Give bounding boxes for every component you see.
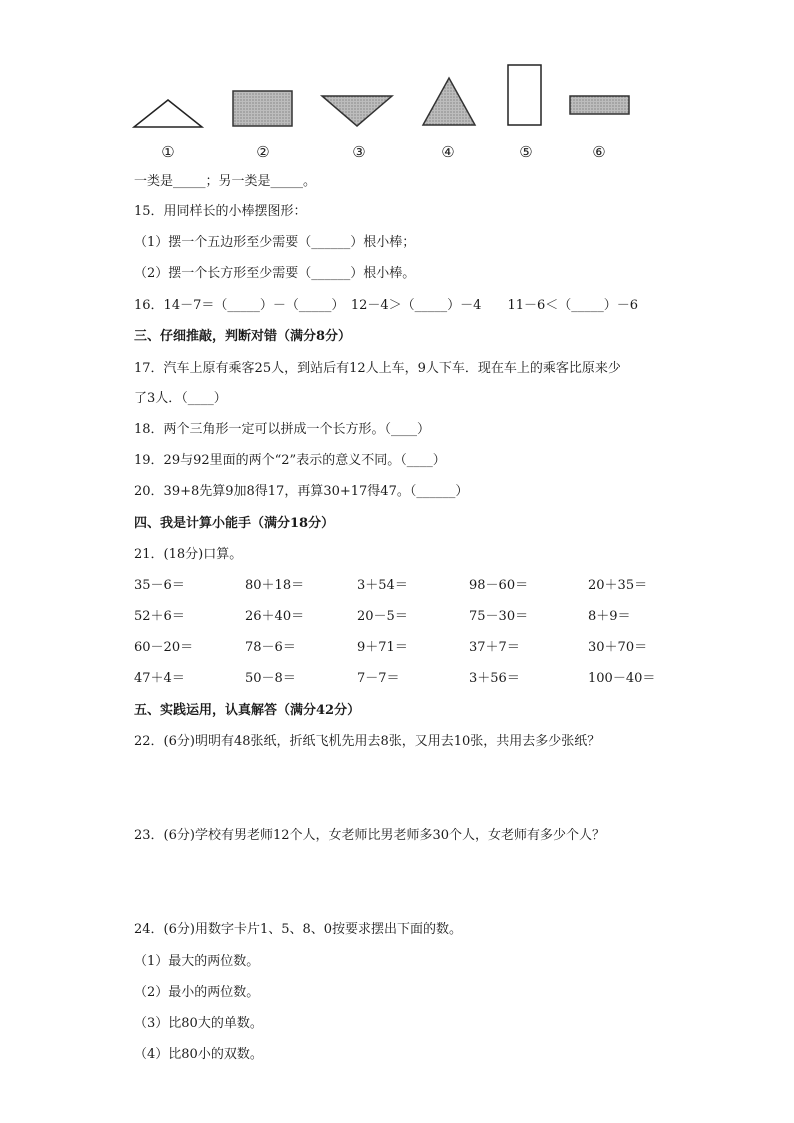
q14-answer-line: 一类是_____；另一类是_____。 — [134, 174, 317, 189]
shape-label-1: ① — [161, 143, 175, 161]
shapes-figure — [0, 0, 794, 170]
calc-r3-c5: 30＋70＝ — [588, 640, 648, 655]
calc-r2-c3: 20－5＝ — [357, 609, 408, 624]
calc-r4-c5: 100－40＝ — [588, 671, 656, 686]
q24-part-4: （4）比80小的双数。 — [134, 1047, 263, 1062]
calc-r4-c3: 7－7＝ — [357, 671, 400, 686]
calc-r2-c4: 75－30＝ — [469, 609, 529, 624]
q21: 21．(18分)口算。 — [134, 547, 243, 562]
q24: 24．(6分)用数字卡片1、5、8、0按要求摆出下面的数。 — [134, 922, 463, 937]
section-4-title: 四、我是计算小能手（满分18分） — [134, 516, 335, 531]
shape-label-2: ② — [256, 143, 270, 161]
calc-r2-c2: 26＋40＝ — [245, 609, 305, 624]
shape-5-tall-rectangle — [508, 65, 541, 125]
calc-r2-c5: 8＋9＝ — [588, 609, 631, 624]
calc-r1-c3: 3＋54＝ — [357, 578, 408, 593]
calc-r3-c1: 60－20＝ — [134, 640, 194, 655]
calc-r3-c2: 78－6＝ — [245, 640, 296, 655]
q24-part-3: （3）比80大的单数。 — [134, 1016, 263, 1031]
q18: 18．两个三角形一定可以拼成一个长方形。（____） — [134, 422, 431, 437]
calc-r4-c4: 3＋56＝ — [469, 671, 520, 686]
calc-r3-c4: 37＋7＝ — [469, 640, 520, 655]
calc-r1-c2: 80＋18＝ — [245, 578, 305, 593]
q16: 16．14－7＝（_____）－（_____） 12－4＞（_____）－4 11－6＜（_____）－6 — [134, 298, 639, 313]
shape-4-triangle — [423, 78, 475, 125]
q15-part-2: （2）摆一个长方形至少需要（______）根小棒。 — [134, 266, 416, 281]
q20: 20．39+8先算9加8得17，再算30+17得47。（______） — [134, 484, 469, 499]
calc-r1-c5: 20＋35＝ — [588, 578, 648, 593]
shape-label-4: ④ — [441, 143, 455, 161]
section-3-title: 三、仔细推敲，判断对错（满分8分） — [134, 329, 352, 344]
q23: 23．(6分)学校有男老师12个人，女老师比男老师多30个人，女老师有多少个人？ — [134, 828, 606, 843]
section-5-title: 五、实践运用，认真解答（满分42分） — [134, 703, 361, 718]
shape-6-flat-rectangle — [570, 96, 629, 114]
shape-label-6: ⑥ — [592, 143, 606, 161]
calc-r2-c1: 52＋6＝ — [134, 609, 185, 624]
shape-2-rectangle — [233, 91, 292, 126]
shape-1-triangle — [134, 100, 202, 127]
calc-r4-c1: 47＋4＝ — [134, 671, 185, 686]
calc-r1-c4: 98－60＝ — [469, 578, 529, 593]
calc-r4-c2: 50－8＝ — [245, 671, 296, 686]
q24-part-2: （2）最小的两位数。 — [134, 985, 260, 1000]
q15-stem: 15．用同样长的小棒摆图形： — [134, 204, 307, 219]
q15-part-1: （1）摆一个五边形至少需要（______）根小棒； — [134, 235, 416, 250]
q24-part-1: （1）最大的两位数。 — [134, 954, 260, 969]
calc-r1-c1: 35－6＝ — [134, 578, 185, 593]
q17-line-1: 17．汽车上原有乘客25人，到站后有12人上车，9人下车．现在车上的乘客比原来少 — [134, 361, 621, 376]
calc-r3-c3: 9＋71＝ — [357, 640, 408, 655]
shape-3-inverted-triangle — [322, 96, 392, 126]
q22: 22．(6分)明明有48张纸，折纸飞机先用去8张，又用去10张，共用去多少张纸？ — [134, 734, 601, 749]
shape-label-5: ⑤ — [519, 143, 533, 161]
q17-line-2: 了3人．（____） — [134, 391, 227, 406]
shape-label-3: ③ — [352, 143, 366, 161]
q19: 19．29与92里面的两个“2”表示的意义不同。（____） — [134, 453, 446, 468]
